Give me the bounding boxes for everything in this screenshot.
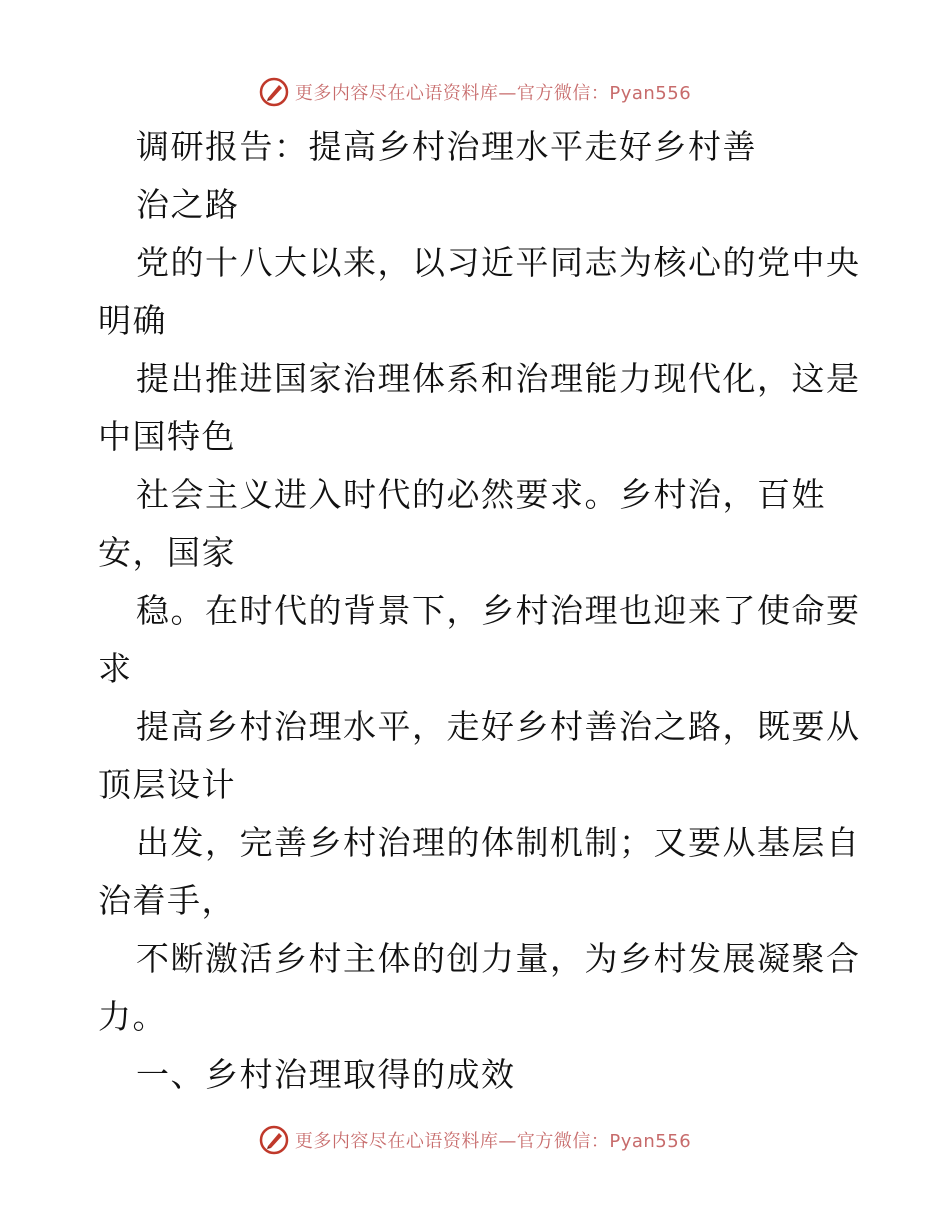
text-line: 不断激活乡村主体的创力量，为乡村发展凝聚合 [136,939,861,978]
text-line: 顶层设计 [98,765,236,804]
document-body [98,118,861,1104]
text-line: 稳。在时代的背景下，乡村治理也迎来了使命要 [136,591,861,630]
banner-text: 更多内容尽在心语资料库—官方微信：Pyan556 [294,1131,692,1152]
text-line: 党的十八大以来，以习近平同志为核心的党中央 [136,243,861,282]
text-line: 安，国家 [98,533,236,572]
text-line: 提出推进国家治理体系和治理能力现代化，这是 [136,359,861,398]
pen-seal-icon [259,1125,289,1155]
pen-seal-icon [259,77,289,107]
footer-banner [0,1120,950,1160]
text-line: 提高乡村治理水平，走好乡村善治之路，既要从 [136,707,861,746]
text-line: 社会主义进入时代的必然要求。乡村治，百姓 [136,475,826,514]
text-line: 治之路 [136,185,240,224]
header-banner [0,72,950,112]
text-line: 求 [98,649,133,688]
text-line: 中国特色 [98,417,236,456]
text-line: 调研报告：提高乡村治理水平走好乡村善 [136,127,757,166]
text-line: 一、乡村治理取得的成效 [136,1055,516,1094]
text-line: 明确 [98,301,167,340]
text-line: 治着手， [98,881,236,920]
text-line: 力。 [98,997,167,1036]
banner-text: 更多内容尽在心语资料库—官方微信：Pyan556 [294,83,692,104]
text-line: 出发，完善乡村治理的体制机制；又要从基层自 [136,823,861,862]
